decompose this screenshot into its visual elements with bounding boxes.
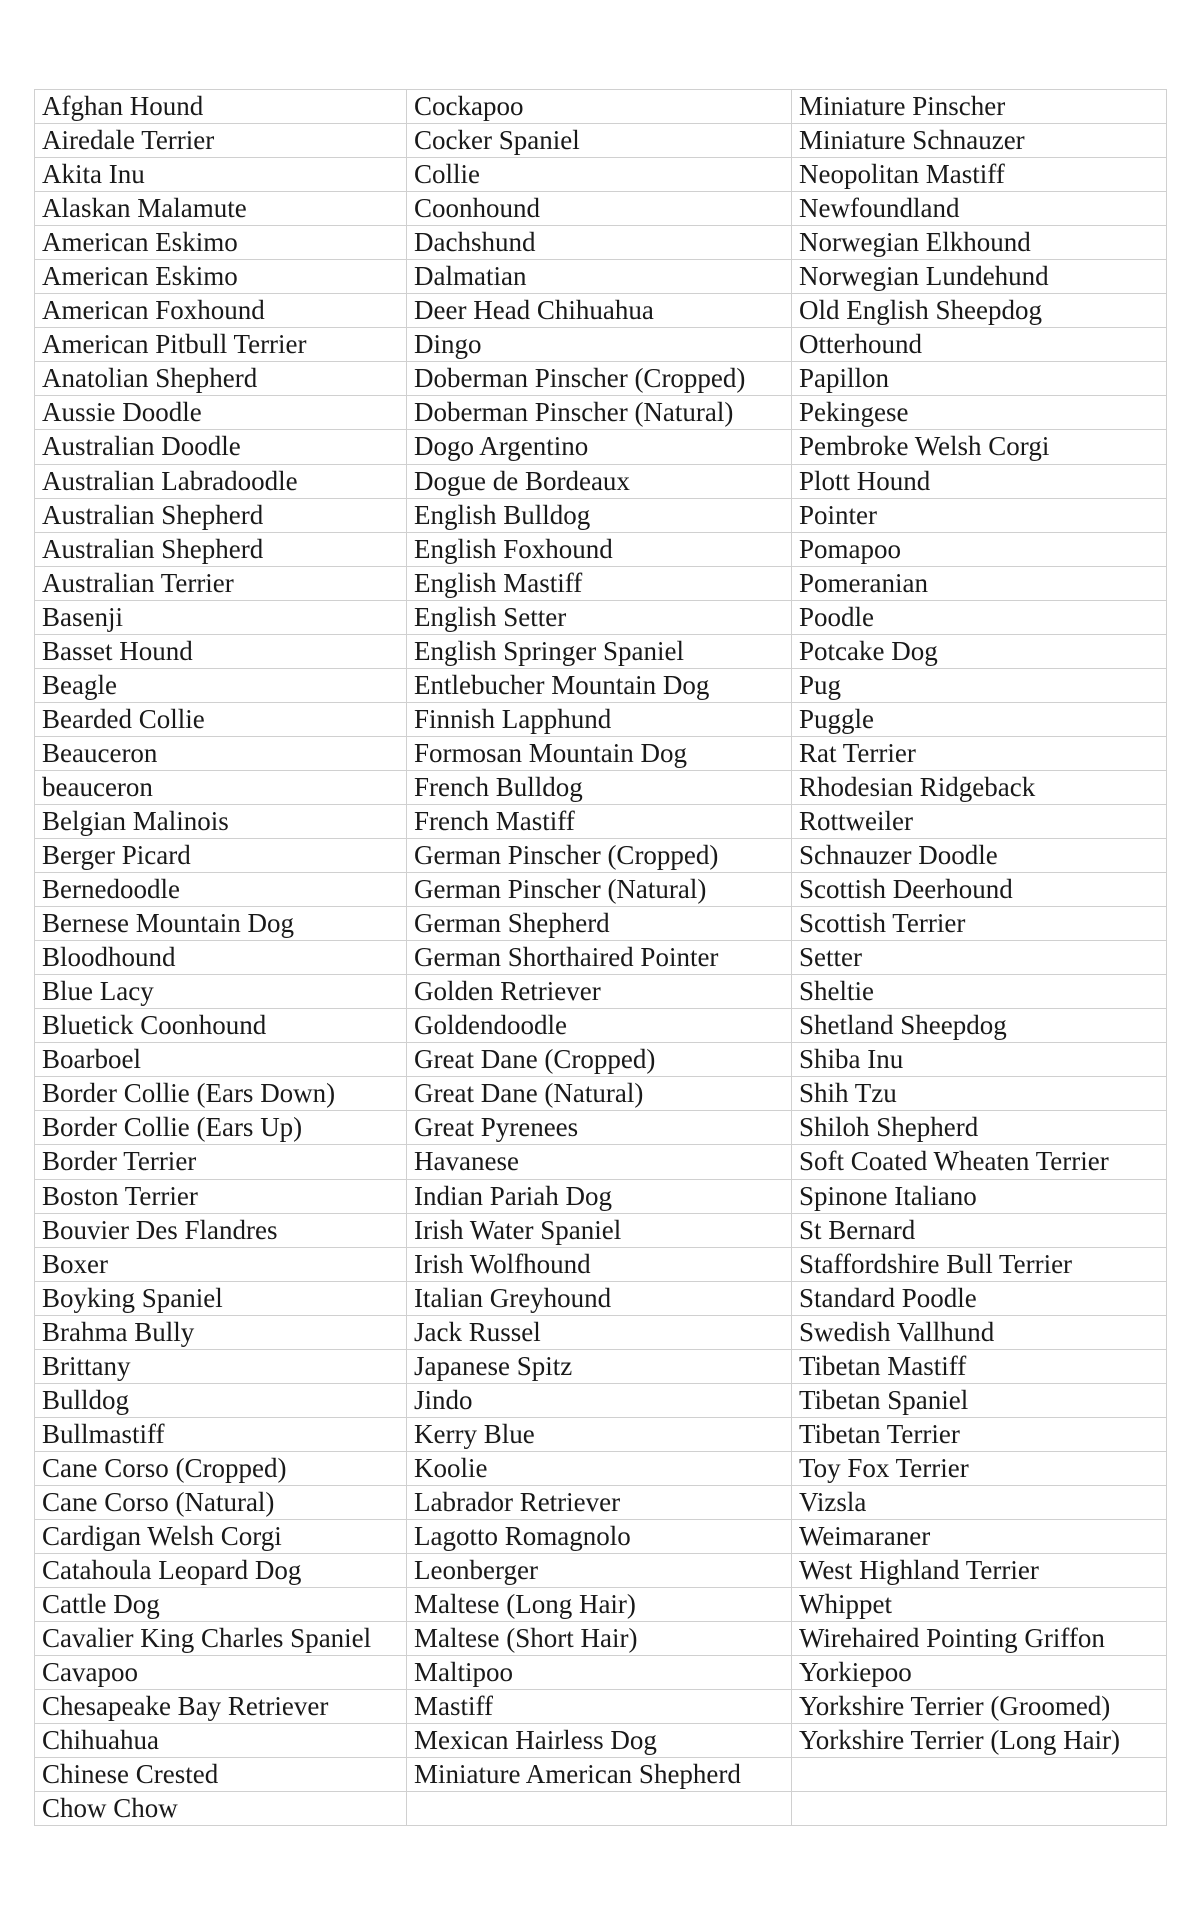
breed-cell: Aussie Doodle [35,396,407,430]
breed-cell: Formosan Mountain Dog [407,737,792,771]
breed-cell: Great Dane (Cropped) [407,1043,792,1077]
breed-cell: German Shepherd [407,907,792,941]
breed-cell: Chihuahua [35,1724,407,1758]
breed-cell: Pomeranian [792,567,1167,601]
breed-cell: Airedale Terrier [35,124,407,158]
breed-cell: Standard Poodle [792,1282,1167,1316]
breed-cell: Cardigan Welsh Corgi [35,1520,407,1554]
breed-cell: Beagle [35,669,407,703]
breed-cell: Newfoundland [792,192,1167,226]
breed-cell: American Eskimo [35,226,407,260]
breed-cell: Cavapoo [35,1656,407,1690]
breed-cell: Swedish Vallhund [792,1316,1167,1350]
breed-cell: West Highland Terrier [792,1554,1167,1588]
breed-cell: French Bulldog [407,771,792,805]
breed-cell: Shih Tzu [792,1077,1167,1111]
breed-cell: Cockapoo [407,90,792,124]
breed-cell: Doberman Pinscher (Natural) [407,396,792,430]
breed-cell: Belgian Malinois [35,805,407,839]
breed-cell: English Bulldog [407,499,792,533]
breed-cell: Mastiff [407,1690,792,1724]
breed-cell: Cocker Spaniel [407,124,792,158]
breed-cell: Afghan Hound [35,90,407,124]
breed-cell: Dalmatian [407,260,792,294]
breed-cell: Yorkiepoo [792,1656,1167,1690]
breed-cell: Boston Terrier [35,1180,407,1214]
breed-cell: St Bernard [792,1214,1167,1248]
breed-cell: Koolie [407,1452,792,1486]
breed-cell: Wirehaired Pointing Griffon [792,1622,1167,1656]
breed-cell: Boarboel [35,1043,407,1077]
breed-cell: Irish Water Spaniel [407,1214,792,1248]
breed-cell: Indian Pariah Dog [407,1180,792,1214]
breed-cell: Jack Russel [407,1316,792,1350]
breed-cell: Goldendoodle [407,1009,792,1043]
breed-cell: Lagotto Romagnolo [407,1520,792,1554]
breed-cell: Coonhound [407,192,792,226]
breed-cell: Border Collie (Ears Up) [35,1111,407,1145]
breed-cell: Collie [407,158,792,192]
breed-cell [792,1792,1167,1826]
breed-cell: Dingo [407,328,792,362]
breed-cell: American Eskimo [35,260,407,294]
breed-cell: Bulldog [35,1384,407,1418]
breed-cell: Australian Shepherd [35,533,407,567]
breed-cell: Bouvier Des Flandres [35,1214,407,1248]
breed-cell: French Mastiff [407,805,792,839]
breed-cell: Entlebucher Mountain Dog [407,669,792,703]
breed-cell: Shetland Sheepdog [792,1009,1167,1043]
breed-cell: Vizsla [792,1486,1167,1520]
breed-cell: Akita Inu [35,158,407,192]
breed-cell: Bloodhound [35,941,407,975]
breed-cell: Cane Corso (Natural) [35,1486,407,1520]
breed-cell: Dogue de Bordeaux [407,465,792,499]
breed-cell: Australian Shepherd [35,499,407,533]
breed-cell: Kerry Blue [407,1418,792,1452]
breed-cell: German Pinscher (Cropped) [407,839,792,873]
breed-cell: Brittany [35,1350,407,1384]
breed-cell: Boyking Spaniel [35,1282,407,1316]
breed-cell: Bernedoodle [35,873,407,907]
breed-cell: Otterhound [792,328,1167,362]
breed-cell: Pembroke Welsh Corgi [792,430,1167,464]
breed-cell: Great Dane (Natural) [407,1077,792,1111]
breed-cell: Pomapoo [792,533,1167,567]
breed-cell: Blue Lacy [35,975,407,1009]
breed-cell: Yorkshire Terrier (Long Hair) [792,1724,1167,1758]
breed-cell: Norwegian Lundehund [792,260,1167,294]
breed-cell: Spinone Italiano [792,1180,1167,1214]
breed-cell: Cavalier King Charles Spaniel [35,1622,407,1656]
breed-cell: Sheltie [792,975,1167,1009]
breed-cell: Miniature American Shepherd [407,1758,792,1792]
breed-cell: Chinese Crested [35,1758,407,1792]
breed-cell: Pointer [792,499,1167,533]
breed-cell: Deer Head Chihuahua [407,294,792,328]
breed-cell: Poodle [792,601,1167,635]
breed-cell: Cattle Dog [35,1588,407,1622]
breed-cell: Mexican Hairless Dog [407,1724,792,1758]
breed-cell: Rat Terrier [792,737,1167,771]
breed-cell: English Setter [407,601,792,635]
breed-cell: Berger Picard [35,839,407,873]
breed-cell: Doberman Pinscher (Cropped) [407,362,792,396]
breed-cell: Rottweiler [792,805,1167,839]
breed-cell: Neopolitan Mastiff [792,158,1167,192]
breed-cell: Whippet [792,1588,1167,1622]
breed-cell: Staffordshire Bull Terrier [792,1248,1167,1282]
breed-cell: Tibetan Mastiff [792,1350,1167,1384]
breed-cell: Basenji [35,601,407,635]
breed-cell [792,1758,1167,1792]
breed-cell: Alaskan Malamute [35,192,407,226]
breed-cell: Bernese Mountain Dog [35,907,407,941]
breed-cell: Chow Chow [35,1792,407,1826]
breed-cell: Brahma Bully [35,1316,407,1350]
breed-cell: Shiloh Shepherd [792,1111,1167,1145]
breed-cell: Finnish Lapphund [407,703,792,737]
breed-cell [407,1792,792,1826]
breed-cell: Miniature Schnauzer [792,124,1167,158]
breed-cell: Maltipoo [407,1656,792,1690]
breed-cell: Leonberger [407,1554,792,1588]
breed-cell: Italian Greyhound [407,1282,792,1316]
breed-cell: Schnauzer Doodle [792,839,1167,873]
breed-cell: Rhodesian Ridgeback [792,771,1167,805]
breed-cell: Anatolian Shepherd [35,362,407,396]
breed-cell: Jindo [407,1384,792,1418]
breed-cell: Papillon [792,362,1167,396]
breed-cell: Scottish Deerhound [792,873,1167,907]
breed-cell: Shiba Inu [792,1043,1167,1077]
breed-cell: Maltese (Short Hair) [407,1622,792,1656]
breed-cell: Golden Retriever [407,975,792,1009]
breed-cell: Catahoula Leopard Dog [35,1554,407,1588]
breed-cell: Maltese (Long Hair) [407,1588,792,1622]
breed-cell: Puggle [792,703,1167,737]
breed-cell: Cane Corso (Cropped) [35,1452,407,1486]
breed-cell: Bearded Collie [35,703,407,737]
breed-cell: Boxer [35,1248,407,1282]
breed-table [34,89,1167,1826]
breed-cell: English Foxhound [407,533,792,567]
breed-cell: Japanese Spitz [407,1350,792,1384]
breed-cell: American Pitbull Terrier [35,328,407,362]
breed-cell: Pekingese [792,396,1167,430]
breed-cell: Tibetan Spaniel [792,1384,1167,1418]
breed-cell: American Foxhound [35,294,407,328]
breed-cell: Yorkshire Terrier (Groomed) [792,1690,1167,1724]
breed-cell: Great Pyrenees [407,1111,792,1145]
breed-cell: Irish Wolfhound [407,1248,792,1282]
breed-cell: English Springer Spaniel [407,635,792,669]
breed-cell: German Shorthaired Pointer [407,941,792,975]
breed-cell: Pug [792,669,1167,703]
breed-cell: Dogo Argentino [407,430,792,464]
breed-cell: Border Terrier [35,1145,407,1179]
breed-cell: Plott Hound [792,465,1167,499]
breed-cell: Soft Coated Wheaten Terrier [792,1145,1167,1179]
breed-cell: Scottish Terrier [792,907,1167,941]
breed-cell: Setter [792,941,1167,975]
breed-cell: Miniature Pinscher [792,90,1167,124]
breed-cell: Australian Terrier [35,567,407,601]
breed-cell: Potcake Dog [792,635,1167,669]
breed-cell: Havanese [407,1145,792,1179]
breed-cell: English Mastiff [407,567,792,601]
breed-cell: Weimaraner [792,1520,1167,1554]
breed-cell: Beauceron [35,737,407,771]
breed-cell: Bullmastiff [35,1418,407,1452]
breed-cell: Old English Sheepdog [792,294,1167,328]
breed-cell: Australian Doodle [35,430,407,464]
breed-cell: Basset Hound [35,635,407,669]
breed-cell: Norwegian Elkhound [792,226,1167,260]
breed-cell: Tibetan Terrier [792,1418,1167,1452]
breed-cell: Dachshund [407,226,792,260]
breed-cell: German Pinscher (Natural) [407,873,792,907]
breed-cell: Chesapeake Bay Retriever [35,1690,407,1724]
breed-cell: beauceron [35,771,407,805]
breed-cell: Australian Labradoodle [35,465,407,499]
breed-cell: Border Collie (Ears Down) [35,1077,407,1111]
breed-cell: Labrador Retriever [407,1486,792,1520]
breed-cell: Toy Fox Terrier [792,1452,1167,1486]
breed-cell: Bluetick Coonhound [35,1009,407,1043]
